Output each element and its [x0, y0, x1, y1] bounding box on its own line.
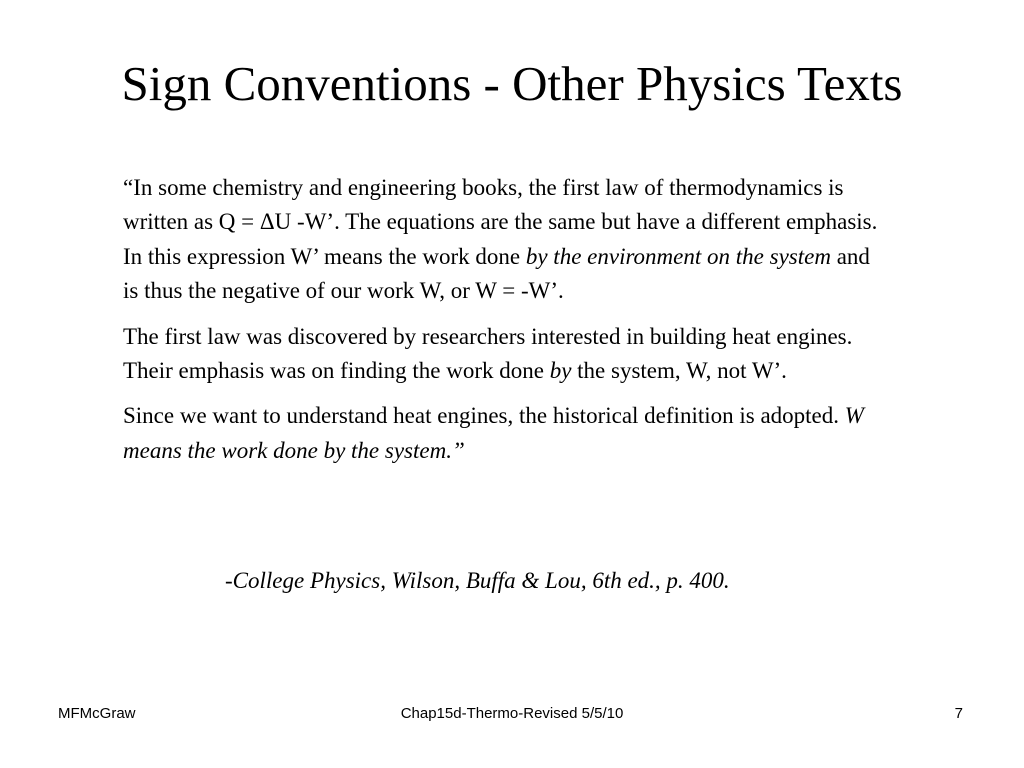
p1-text-italic: by the environment on the system — [525, 243, 831, 269]
slide-title: Sign Conventions - Other Physics Texts — [121, 56, 903, 111]
p3-text-italic: W means the work done by the system.” — [123, 403, 864, 463]
p2-text-c: the system, W, not W’. — [571, 358, 787, 384]
citation: -College Physics, Wilson, Buffa & Lou, 6th ed., p. 400. — [225, 568, 730, 593]
p1-text-a: “In some chemistry and engineering books, the first law of thermodynamics is written as Q = ΔU -W’. The equations are the same but have a different emphasis. In this expression W’ means the work done — [123, 175, 878, 269]
p2-text-italic: by — [549, 358, 572, 384]
footer-author: MFMcGraw — [58, 705, 136, 722]
p2-text-a: The first law was discovered by researchers interested in building heat engines. Their emphasis was on finding the work done — [123, 323, 853, 384]
footer-page-number: 7 — [954, 705, 963, 722]
quote-paragraph-1 — [123, 171, 883, 309]
quote-paragraph-3 — [123, 399, 883, 468]
p3-text-a: Since we want to understand heat engines, the historical definition is adopted. — [123, 403, 845, 429]
quote-body — [123, 171, 883, 479]
footer-file-label: Chap15d-Thermo-Revised 5/5/10 — [400, 705, 624, 722]
quote-paragraph-2 — [123, 320, 883, 389]
p1-text-c: and is thus the negative of our work W, or W = -W’. — [123, 243, 870, 304]
